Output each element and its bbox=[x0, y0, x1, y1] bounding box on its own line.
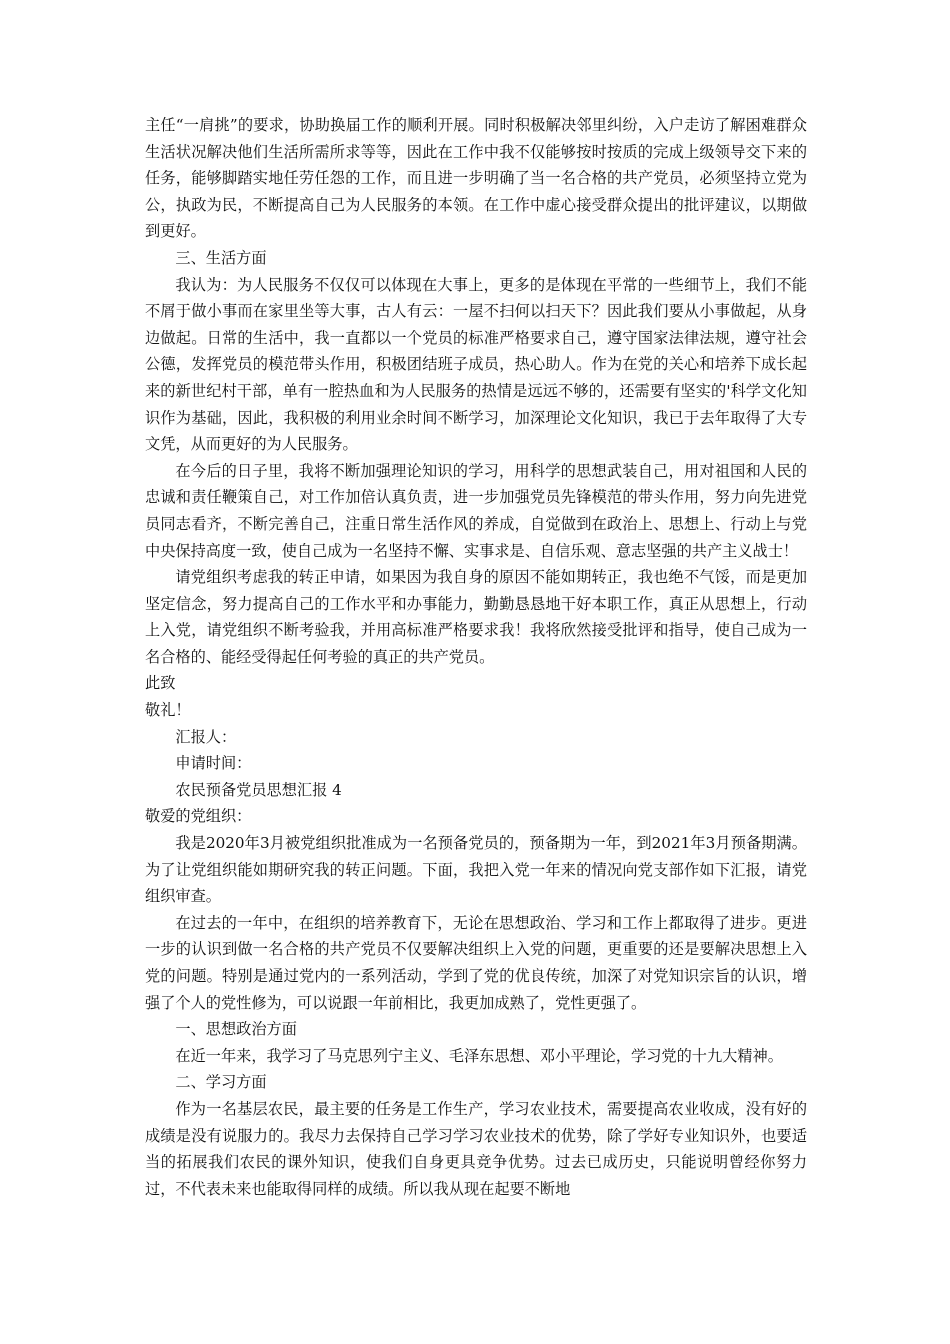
closing-cizhi: 此致 bbox=[145, 674, 176, 693]
heading-study: 二、学习方面 bbox=[175, 1073, 267, 1092]
paragraph-work-continuation: 主任“一肩挑”的要求，协助换届工作的顺利开展。同时积极解决邻里纠纷，入户走访了解困难群众生活状况解决他们生活所需所求等等，因此在工作中我不仅能够按时按质的完成上级领导交下来的任务，能够脚踏实地任劳任怨的工作，而且进一步明确了当一名合格的共产党员，必须坚持立党为公，执政为民，不断提高自己为人民服务的本领。在工作中虚心接受群众提出的批评建议，以期做到更好。 bbox=[145, 116, 807, 241]
salutation: 敬爱的党组织： bbox=[145, 807, 252, 826]
paragraph-progress: 在过去的一年中，在组织的培养教育下，无论在思想政治、学习和工作上都取得了进步。更进一步的认识到做一名合格的共产党员不仅要解决组织上入党的问题，更重要的还是要解决思想上入党的问题。特别是通过党内的一系列活动，学到了党的优良传统，加深了对党知识宗旨的认识，增强了个人的党性修为，可以说跟一年前相比，我更加成熟了，党性更强了。 bbox=[145, 913, 807, 1012]
signature-reporter: 汇报人： bbox=[175, 727, 237, 746]
paragraph-politics: 在近一年来，我学习了马克思列宁主义、毛泽东思想、邓小平理论，学习党的十九大精神。 bbox=[175, 1046, 783, 1065]
closing-jingli: 敬礼！ bbox=[145, 701, 191, 720]
heading-politics: 一、思想政治方面 bbox=[175, 1020, 297, 1039]
paragraph-future: 在今后的日子里，我将不断加强理论知识的学习，用科学的思想武装自己，用对祖国和人民的忠诚和责任鞭策自己，对工作加倍认真负责，进一步加强党员先锋模范的带头作用，努力向先进党员同志看齐，不断完善自己，注重日常生活作风的养成，自觉做到在政治上、思想上、行动上与党中央保持高度一致，使自己成为一名坚持不懈、实事求是、自信乐观、意志坚强的共产主义战士！ bbox=[145, 461, 807, 560]
paragraph-life: 我认为：为人民服务不仅仅可以体现在大事上，更多的是体现在平常的一些细节上，我们不能不屑于做小事而在家里坐等大事，古人有云：一屋不扫何以扫天下？因此我们要从小事做起，从身边做起。日常的生活中，我一直都以一个党员的标准严格要求自己，遵守国家法律法规，遵守社会公德，发挥党员的模范带头作用，积极团结班子成员，热心助人。作为在党的关心和培养下成长起来的新世纪村干部，单有一腔热血和为人民服务的热情是远远不够的，还需要有坚实的'科学文化知识作为基础，因此，我积极的利用业余时间不断学习，加深理论文化知识，我已于去年取得了大专文凭，从而更好的为人民服务。 bbox=[145, 275, 807, 454]
paragraph-study: 作为一名基层农民，最主要的任务是工作生产，学习农业技术，需要提高农业收成，没有好的成绩是没有说服力的。我尽力去保持自己学习学习农业技术的优势，除了学好专业知识外，也要适当的拓展我们农民的课外知识，使我们自身更具竞争优势。过去已成历史，只能说明曾经你努力过，不代表未来也能取得同样的成绩。所以我从现在起要不断地 bbox=[145, 1099, 807, 1198]
paragraph-intro: 我是2020年3月被党组织批准成为一名预备党员的，预备期为一年，到2021年3月预备期满。为了让党组织能如期研究我的转正问题。下面，我把入党一年来的情况向党支部作如下汇报，请党组织审查。 bbox=[145, 834, 807, 906]
report-title: 农民预备党员思想汇报 4 bbox=[175, 780, 342, 799]
document-page bbox=[145, 112, 807, 1202]
signature-date: 申请时间： bbox=[175, 754, 252, 773]
paragraph-request: 请党组织考虑我的转正申请，如果因为我自身的原因不能如期转正，我也绝不气馁，而是更加坚定信念，努力提高自己的工作水平和办事能力，勤勤恳恳地干好本职工作，真正从思想上，行动上入党，请党组织不断考验我，并用高标准严格要求我！我将欣然接受批评和指导，使自己成为一名合格的、能经受得起任何考验的真正的共产党员。 bbox=[145, 568, 807, 666]
heading-life: 三、生活方面 bbox=[175, 248, 267, 267]
